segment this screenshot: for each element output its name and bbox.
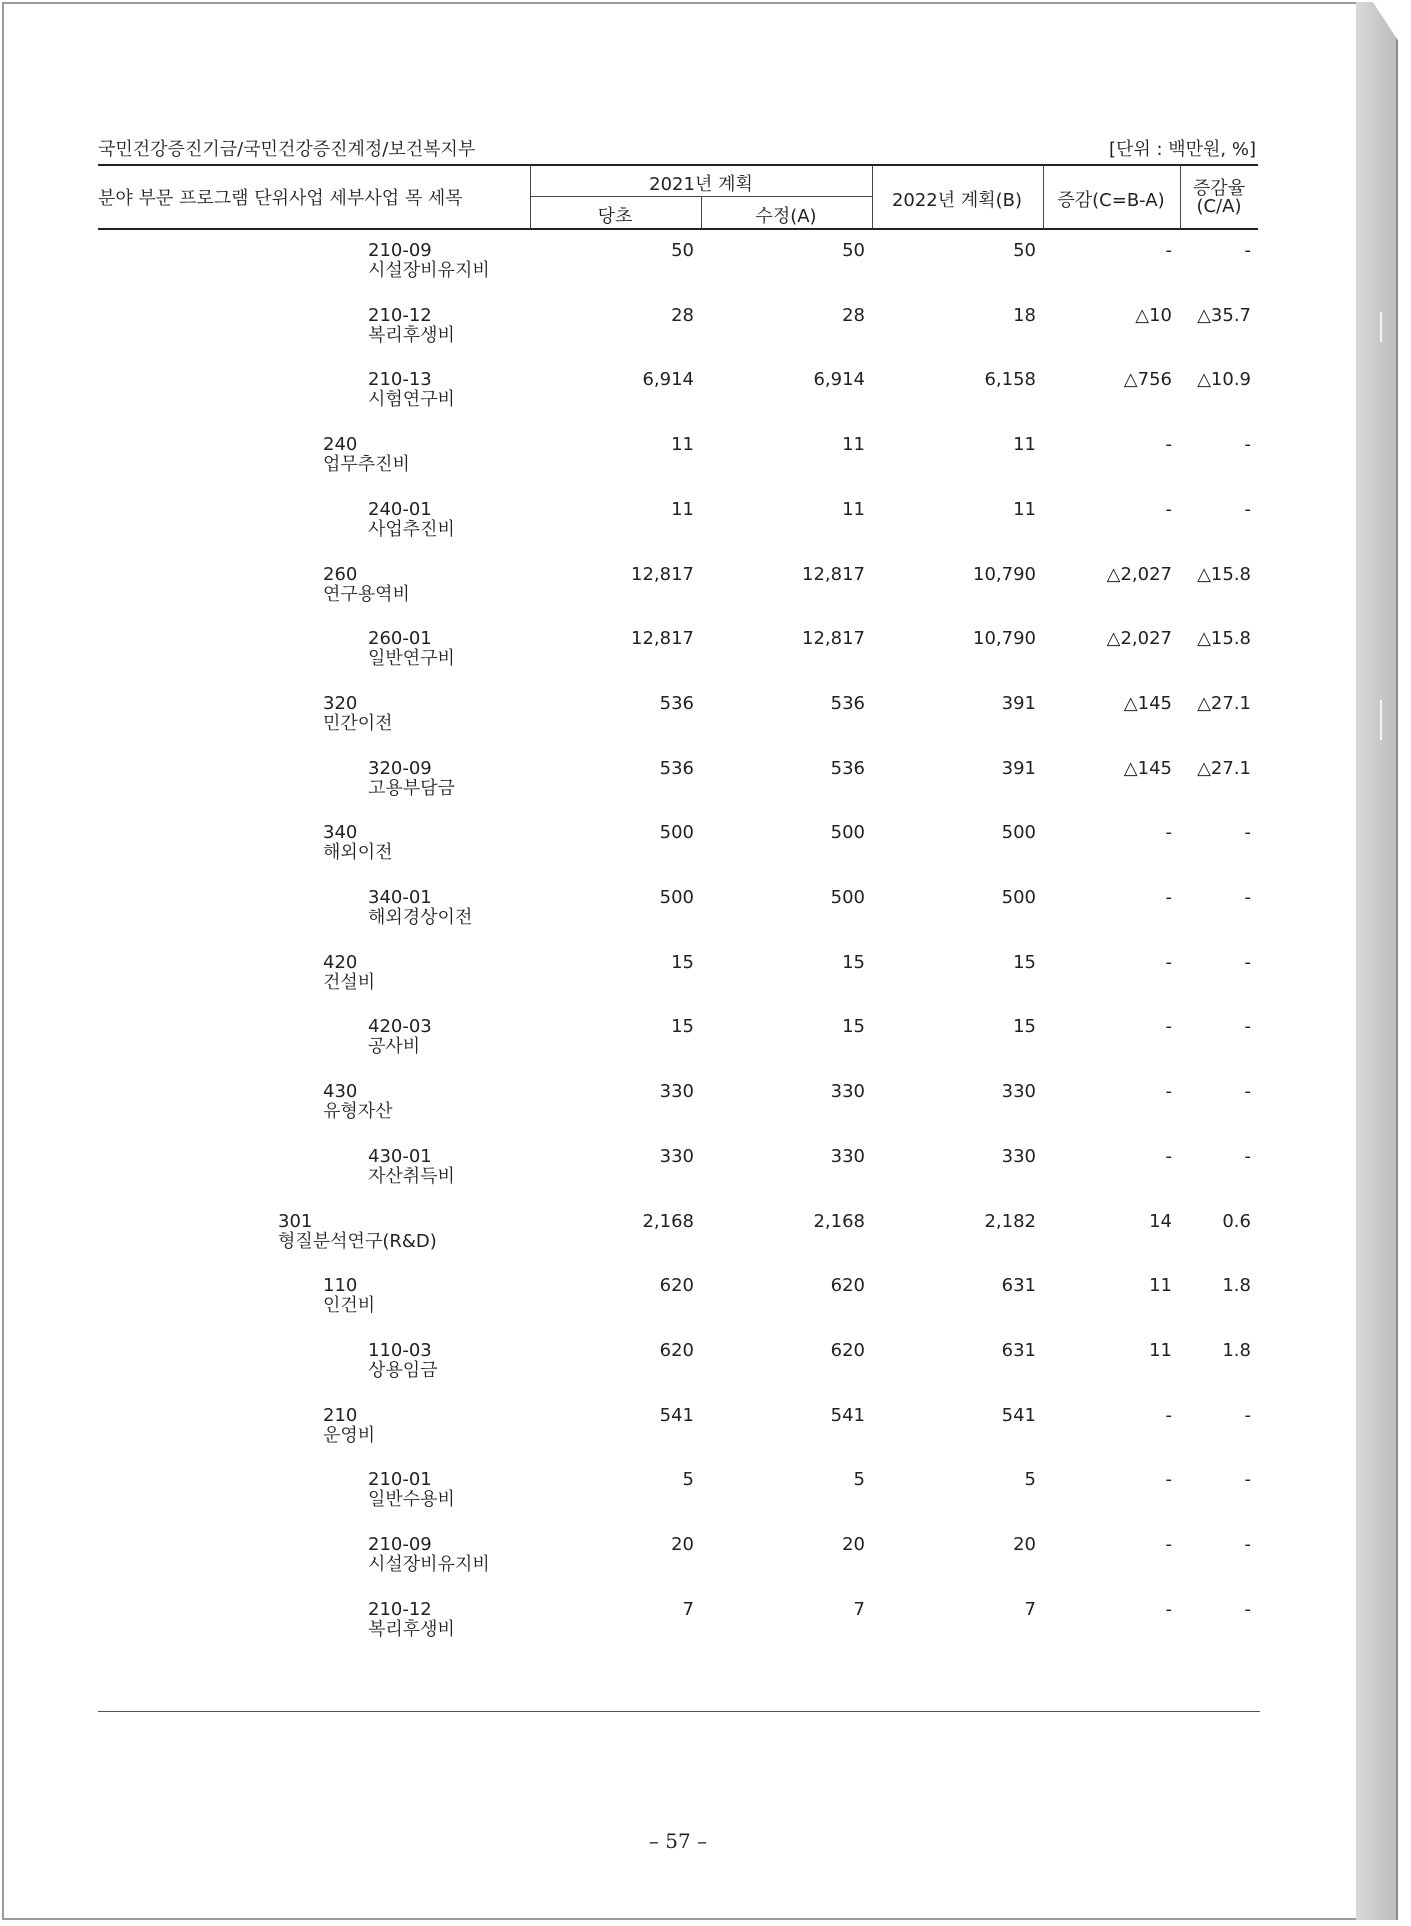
row-name: 자산취득비 xyxy=(368,1165,455,1187)
cell-plan2022: 500 xyxy=(1001,887,1036,908)
cell-initial: 12,817 xyxy=(631,563,694,585)
col-divider xyxy=(1043,165,1044,229)
cell-revised: 7 xyxy=(853,1598,865,1620)
row-code: 210-09 xyxy=(368,240,432,261)
row-name: 건설비 xyxy=(323,971,376,993)
cell-change: - xyxy=(1165,1081,1172,1103)
table-header-bottom-rule xyxy=(98,228,1258,230)
cell-initial: 12,817 xyxy=(631,628,694,650)
cell-revised: 15 xyxy=(842,951,865,973)
row-name: 연구용역비 xyxy=(323,583,410,605)
row-code: 210-12 xyxy=(368,304,432,326)
document-title: 국민건강증진기금/국민건강증진계정/보건복지부 xyxy=(98,139,476,160)
col-header-initial: 당초 xyxy=(597,206,633,227)
cell-initial: 5 xyxy=(682,1469,694,1491)
cell-change: △10 xyxy=(1135,304,1172,326)
table-row xyxy=(0,435,1411,499)
cell-initial: 50 xyxy=(671,240,694,261)
cell-plan2022: 391 xyxy=(1001,692,1036,714)
table-row xyxy=(0,241,1411,305)
row-code: 210-09 xyxy=(368,1534,432,1555)
row-name: 복리후생비 xyxy=(368,1618,455,1640)
cell-change: - xyxy=(1165,1598,1172,1620)
cell-plan2022: 500 xyxy=(1001,822,1036,844)
cell-revised: 2,168 xyxy=(813,1210,865,1232)
cell-revised: 620 xyxy=(830,1275,865,1297)
cell-revised: 5 xyxy=(853,1469,865,1491)
col-divider xyxy=(1180,165,1181,229)
cell-revised: 11 xyxy=(842,434,865,456)
cell-revised: 536 xyxy=(830,757,865,779)
row-name: 시설장비유지비 xyxy=(368,1554,490,1575)
cell-initial: 7 xyxy=(682,1598,694,1620)
unit-label: [단위 : 백만원, %] xyxy=(1108,139,1256,160)
cell-revised: 20 xyxy=(842,1534,865,1555)
cell-rate: - xyxy=(1244,498,1251,520)
cell-rate: △15.8 xyxy=(1197,628,1251,650)
cell-initial: 536 xyxy=(659,692,694,714)
footer-rule xyxy=(98,1711,1260,1712)
cell-initial: 15 xyxy=(671,1016,694,1038)
table-row xyxy=(0,1017,1411,1081)
cell-rate: 1.8 xyxy=(1222,1275,1251,1297)
cell-change: 14 xyxy=(1149,1210,1172,1232)
table-header-bar xyxy=(98,135,1260,165)
table-row xyxy=(0,953,1411,1017)
cell-change: △145 xyxy=(1123,692,1172,714)
table-row xyxy=(0,1082,1411,1146)
cell-plan2022: 7 xyxy=(1024,1598,1036,1620)
table-row xyxy=(0,759,1411,823)
cell-change: - xyxy=(1165,887,1172,908)
row-code: 430 xyxy=(323,1081,358,1103)
row-name: 복리후생비 xyxy=(368,324,455,346)
cell-change: - xyxy=(1165,498,1172,520)
cell-plan2022: 11 xyxy=(1013,434,1036,456)
row-name: 일반수용비 xyxy=(368,1489,455,1511)
cell-change: - xyxy=(1165,1404,1172,1426)
cell-plan2022: 330 xyxy=(1001,1081,1036,1103)
cell-change: - xyxy=(1165,822,1172,844)
row-code: 110-03 xyxy=(368,1339,432,1361)
cell-plan2022: 330 xyxy=(1001,1145,1036,1167)
row-code: 240 xyxy=(323,434,358,456)
cell-initial: 6,914 xyxy=(642,369,694,391)
cell-plan2022: 5 xyxy=(1024,1469,1036,1491)
cell-revised: 50 xyxy=(842,240,865,261)
col-header-rate-formula: (C/A) xyxy=(1196,196,1242,217)
row-code: 240-01 xyxy=(368,498,432,520)
cell-revised: 541 xyxy=(830,1404,865,1426)
cell-revised: 536 xyxy=(830,692,865,714)
cell-change: △2,027 xyxy=(1106,628,1172,650)
cell-rate: 0.6 xyxy=(1222,1210,1251,1232)
table-row xyxy=(0,370,1411,434)
cell-rate: - xyxy=(1244,1598,1251,1620)
row-code: 320 xyxy=(323,692,358,714)
cell-initial: 500 xyxy=(659,887,694,908)
cell-rate: - xyxy=(1244,1081,1251,1103)
table-row xyxy=(0,823,1411,887)
row-name: 인건비 xyxy=(323,1295,376,1317)
cell-initial: 500 xyxy=(659,822,694,844)
cell-plan2022: 2,182 xyxy=(984,1210,1036,1232)
table-row xyxy=(0,1535,1411,1599)
cell-initial: 28 xyxy=(671,304,694,326)
col-header-2022-plan: 2022년 계획(B) xyxy=(891,190,1023,211)
cell-plan2022: 15 xyxy=(1013,951,1036,973)
col-header-rate: 증감율 xyxy=(1192,178,1246,199)
col-divider xyxy=(701,197,702,229)
row-name: 시험연구비 xyxy=(368,389,455,411)
cell-rate: △27.1 xyxy=(1197,692,1251,714)
cell-rate: - xyxy=(1244,822,1251,844)
cell-plan2022: 6,158 xyxy=(984,369,1036,391)
table-row xyxy=(0,1341,1411,1405)
cell-revised: 12,817 xyxy=(802,628,865,650)
row-code: 260-01 xyxy=(368,628,432,650)
cell-change: - xyxy=(1165,951,1172,973)
row-name: 민간이전 xyxy=(323,712,393,734)
row-code: 260 xyxy=(323,563,358,585)
cell-change: 11 xyxy=(1149,1275,1172,1297)
cell-initial: 620 xyxy=(659,1339,694,1361)
row-code: 320-09 xyxy=(368,757,432,779)
row-code: 210-01 xyxy=(368,1469,432,1491)
table-row xyxy=(0,500,1411,564)
row-code: 301 xyxy=(278,1210,313,1232)
col-header-revised: 수정(A) xyxy=(755,206,817,227)
cell-rate: - xyxy=(1244,951,1251,973)
cell-initial: 541 xyxy=(659,1404,694,1426)
table-row xyxy=(0,1600,1411,1664)
cell-revised: 330 xyxy=(830,1145,865,1167)
row-name: 상용임금 xyxy=(368,1359,438,1381)
cell-rate: △35.7 xyxy=(1197,304,1251,326)
table-row xyxy=(0,1212,1411,1276)
cell-revised: 6,914 xyxy=(813,369,865,391)
table-row xyxy=(0,629,1411,693)
cell-rate: - xyxy=(1244,240,1251,261)
cell-plan2022: 20 xyxy=(1013,1534,1036,1555)
cell-change: △756 xyxy=(1123,369,1172,391)
row-name: 공사비 xyxy=(368,1036,421,1058)
row-name: 운영비 xyxy=(323,1424,376,1446)
cell-initial: 330 xyxy=(659,1145,694,1167)
table-row xyxy=(0,306,1411,370)
row-code: 110 xyxy=(323,1275,358,1297)
table-row xyxy=(0,565,1411,629)
row-name: 일반연구비 xyxy=(368,648,455,670)
row-code: 420 xyxy=(323,951,358,973)
cell-rate: △10.9 xyxy=(1197,369,1251,391)
cell-change: - xyxy=(1165,240,1172,261)
table-row xyxy=(0,694,1411,758)
cell-rate: - xyxy=(1244,1534,1251,1555)
row-code: 420-03 xyxy=(368,1016,432,1038)
cell-initial: 11 xyxy=(671,498,694,520)
cell-plan2022: 631 xyxy=(1001,1339,1036,1361)
cell-revised: 620 xyxy=(830,1339,865,1361)
cell-initial: 620 xyxy=(659,1275,694,1297)
cell-rate: - xyxy=(1244,1469,1251,1491)
cell-revised: 11 xyxy=(842,498,865,520)
row-name: 시설장비유지비 xyxy=(368,260,490,281)
cell-revised: 28 xyxy=(842,304,865,326)
cell-revised: 12,817 xyxy=(802,563,865,585)
cell-rate: △27.1 xyxy=(1197,757,1251,779)
cell-change: 11 xyxy=(1149,1339,1172,1361)
cell-rate: 1.8 xyxy=(1222,1339,1251,1361)
col-header-label: 분야 부문 프로그램 단위사업 세부사업 목 세목 xyxy=(98,188,463,209)
cell-rate: △15.8 xyxy=(1197,563,1251,585)
cell-plan2022: 15 xyxy=(1013,1016,1036,1038)
cell-rate: - xyxy=(1244,1404,1251,1426)
page-number: – 57 – xyxy=(648,1829,708,1853)
cell-plan2022: 541 xyxy=(1001,1404,1036,1426)
cell-revised: 500 xyxy=(830,887,865,908)
cell-revised: 15 xyxy=(842,1016,865,1038)
cell-initial: 536 xyxy=(659,757,694,779)
cell-change: - xyxy=(1165,1469,1172,1491)
cell-plan2022: 50 xyxy=(1013,240,1036,261)
row-name: 해외경상이전 xyxy=(368,907,473,928)
col-divider xyxy=(530,165,531,229)
table-row xyxy=(0,888,1411,952)
table-row xyxy=(0,1147,1411,1211)
cell-plan2022: 631 xyxy=(1001,1275,1036,1297)
cell-rate: - xyxy=(1244,1016,1251,1038)
col-header-change: 증감(C=B-A) xyxy=(1057,190,1165,211)
row-name: 해외이전 xyxy=(323,842,393,864)
row-name: 고용부담금 xyxy=(368,777,455,799)
cell-initial: 20 xyxy=(671,1534,694,1555)
cell-revised: 500 xyxy=(830,822,865,844)
cell-rate: - xyxy=(1244,1145,1251,1167)
row-name: 형질분석연구(R&D) xyxy=(278,1230,437,1252)
table-row xyxy=(0,1276,1411,1340)
row-code: 340-01 xyxy=(368,887,432,908)
table-row xyxy=(0,1406,1411,1470)
cell-change: - xyxy=(1165,1145,1172,1167)
row-code: 430-01 xyxy=(368,1145,432,1167)
cell-plan2022: 11 xyxy=(1013,498,1036,520)
cell-change: △145 xyxy=(1123,757,1172,779)
row-name: 유형자산 xyxy=(323,1101,393,1123)
row-code: 210-12 xyxy=(368,1598,432,1620)
cell-change: - xyxy=(1165,1534,1172,1555)
cell-initial: 330 xyxy=(659,1081,694,1103)
cell-initial: 15 xyxy=(671,951,694,973)
cell-change: - xyxy=(1165,434,1172,456)
row-name: 업무추진비 xyxy=(323,454,410,476)
cell-plan2022: 10,790 xyxy=(973,628,1036,650)
cell-plan2022: 18 xyxy=(1013,304,1036,326)
row-code: 210-13 xyxy=(368,369,432,391)
row-code: 340 xyxy=(323,822,358,844)
col-divider xyxy=(872,165,873,229)
cell-rate: - xyxy=(1244,434,1251,456)
row-name: 사업추진비 xyxy=(368,518,455,540)
table-top-rule xyxy=(98,164,1258,166)
cell-change: △2,027 xyxy=(1106,563,1172,585)
row-code: 210 xyxy=(323,1404,358,1426)
cell-plan2022: 10,790 xyxy=(973,563,1036,585)
cell-plan2022: 391 xyxy=(1001,757,1036,779)
cell-initial: 2,168 xyxy=(642,1210,694,1232)
cell-revised: 330 xyxy=(830,1081,865,1103)
col-header-2021-plan: 2021년 계획 xyxy=(649,174,753,195)
cell-change: - xyxy=(1165,1016,1172,1038)
table-row xyxy=(0,1470,1411,1534)
cell-initial: 11 xyxy=(671,434,694,456)
cell-rate: - xyxy=(1244,887,1251,908)
